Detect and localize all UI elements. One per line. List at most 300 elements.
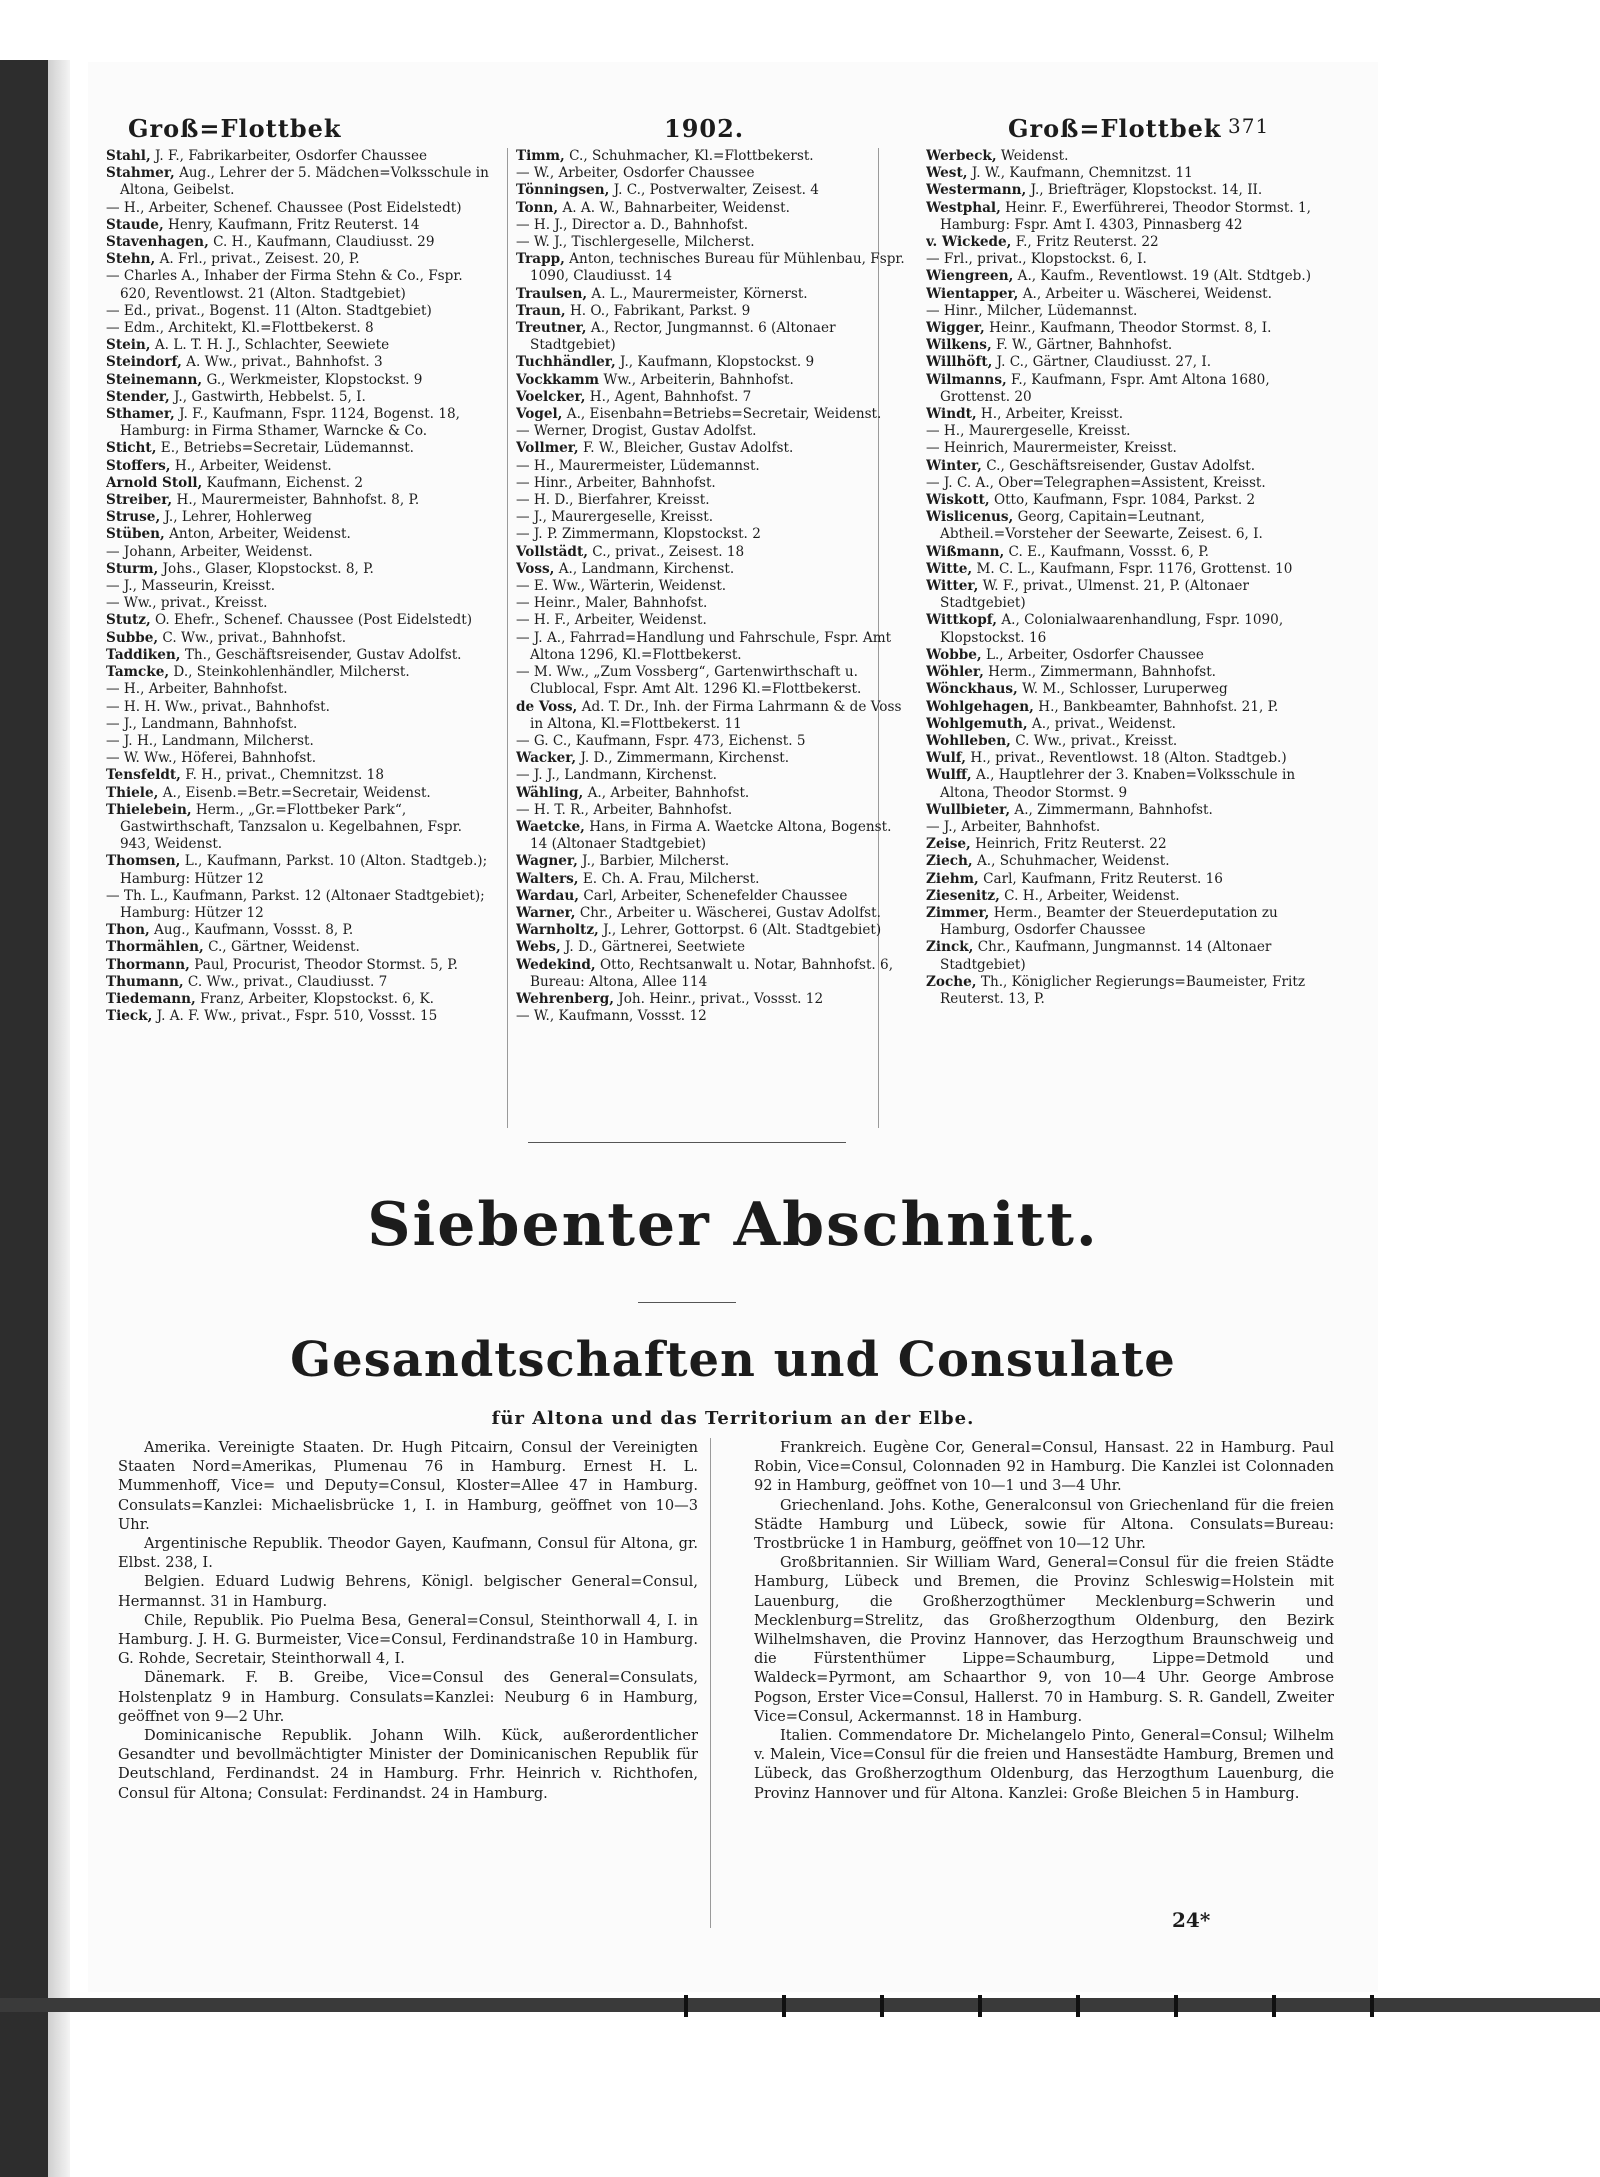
scan-gutter — [48, 0, 70, 2177]
entry-name: Waetcke, — [516, 818, 585, 835]
entry-name: Wilkens, — [926, 337, 992, 354]
consulate-paragraph: Argentinische Republik. Theodor Gayen, Kaufmann, Consul für Altona, gr. Elbst. 238, I. — [118, 1535, 698, 1572]
entry-details: Kaufmann, Eichenst. 2 — [206, 474, 363, 491]
directory-entry — [106, 922, 496, 939]
entry-name: Sthamer, — [106, 406, 175, 423]
entry-details: — J., Maurergeselle, Kreisst. — [516, 509, 714, 526]
entry-details: A., Kaufm., Reventlowst. 19 (Alt. Stdtgeb.) — [1017, 268, 1311, 285]
directory-entry — [926, 664, 1316, 681]
entry-details: Franz, Arbeiter, Klopstockst. 6, K. — [200, 990, 434, 1007]
entry-details: Ad. T. Dr., Inh. der Firma Lahrmann & de Voss in Altona, Kl.=Flottbekerst. 11 — [530, 698, 902, 732]
entry-details: J., Barbier, Milcherst. — [582, 853, 730, 870]
entry-name: Winter, — [926, 457, 982, 474]
directory-entry — [926, 372, 1316, 406]
directory-entry — [106, 647, 496, 664]
directory-entry — [106, 165, 496, 199]
entry-details: — H., Arbeiter, Bahnhofst. — [106, 681, 288, 698]
directory-entry — [926, 888, 1316, 905]
entry-name: Thormann, — [106, 956, 190, 973]
entry-name: Wulf, — [926, 750, 967, 767]
directory-entry — [516, 458, 906, 475]
entry-name: Stutz, — [106, 612, 151, 629]
entry-details: C., Schuhmacher, Kl.=Flottbekerst. — [569, 148, 814, 164]
document-page — [88, 62, 1378, 1992]
entry-details: — W. Ww., Höferei, Bahnhofst. — [106, 750, 317, 767]
directory-entry — [106, 200, 496, 217]
entry-name: Thormählen, — [106, 939, 204, 956]
entry-details: Chr., Arbeiter u. Wäscherei, Gustav Adolfst. — [579, 904, 881, 921]
entry-name: Ziehm, — [926, 870, 979, 887]
entry-name: Wehrenberg, — [516, 990, 614, 1007]
entry-details: Otto, Rechtsanwalt u. Notar, Bahnhofst. 6, Bureau: Altona, Allee 114 — [530, 956, 894, 990]
directory-entry — [516, 509, 906, 526]
entry-name: Ziesenitz, — [926, 887, 1000, 904]
entry-details: J., Lehrer, Hohlerweg — [164, 509, 312, 526]
entry-details: Chr., Kaufmann, Jungmannst. 14 (Altonaer Stadtgebiet) — [940, 939, 1272, 973]
entry-details: A. Frl., privat., Zeisest. 20, P. — [159, 251, 360, 268]
entry-details: C. H., Arbeiter, Weidenst. — [1004, 887, 1180, 904]
entry-details: A., Eisenbahn=Betriebs=Secretair, Weidenst. — [566, 406, 882, 423]
directory-entry — [926, 716, 1316, 733]
directory-entry — [926, 681, 1316, 698]
entry-name: Tönningsen, — [516, 182, 610, 199]
directory-entry — [516, 888, 906, 905]
entry-details: C., Gärtner, Weidenst. — [208, 939, 360, 956]
directory-entry — [516, 406, 906, 423]
entry-details: H., Agent, Bahnhofst. 7 — [589, 388, 752, 405]
entry-name: Warnholtz, — [516, 922, 599, 939]
consulate-paragraph: Amerika. Vereinigte Staaten. Dr. Hugh Pitcairn, Consul der Vereinigten Staaten Nord=Amerikas, Plumenau 76 in Hamburg. Ernest H. L. Mummenhoff, Vice= und Deputy=Consul, Kloster=Allee 47 in Hamburg. Consulats=Kanzlei: Michaelisbrücke 1, I. in Hamburg, geöffnet von 10—3 Uhr. — [118, 1439, 698, 1533]
directory-entry — [106, 699, 496, 716]
directory-entry — [106, 354, 496, 371]
entry-name: Stahl, — [106, 148, 151, 164]
entry-name: Steindorf, — [106, 354, 182, 371]
entry-details: Ww., Arbeiterin, Bahnhofst. — [603, 371, 794, 388]
entry-details: C. Ww., privat., Kreisst. — [1015, 732, 1178, 749]
directory-entry — [106, 991, 496, 1008]
directory-entry — [106, 733, 496, 750]
entry-details: Paul, Procurist, Theodor Stormst. 5, P. — [194, 956, 458, 973]
entry-name: Werbeck, — [926, 148, 997, 164]
directory-entry — [516, 217, 906, 234]
directory-entry — [926, 767, 1316, 801]
entry-details: J. F., Kaufmann, Fspr. 1124, Bogenst. 18, Hamburg: in Firma Sthamer, Warncke & Co. — [120, 406, 460, 440]
directory-entry — [516, 991, 906, 1008]
entry-name: Wiskott, — [926, 492, 990, 509]
directory-entry — [926, 458, 1316, 475]
entry-name: Tonn, — [516, 199, 559, 216]
directory-entry — [516, 182, 906, 199]
directory-entry — [516, 664, 906, 698]
entry-details: Th., Geschäftsreisender, Gustav Adolfst. — [184, 646, 462, 663]
entry-details: F. W., Gärtner, Bahnhofst. — [996, 337, 1173, 354]
directory-entry — [926, 974, 1316, 1008]
running-header — [108, 114, 1338, 148]
entry-name: Wobbe, — [926, 646, 982, 663]
entry-details: Otto, Kaufmann, Fspr. 1084, Parkst. 2 — [993, 492, 1256, 509]
directory-entry — [926, 939, 1316, 973]
entry-details: A., Colonialwaarenhandlung, Fspr. 1090, Klopstockst. 16 — [940, 612, 1284, 646]
entry-details: J., Kaufmann, Klopstockst. 9 — [620, 354, 815, 371]
entry-details: J. C., Postverwalter, Zeisest. 4 — [613, 182, 819, 199]
entry-name: Thomsen, — [106, 853, 181, 870]
entry-details: — J. J., Landmann, Kirchenst. — [516, 767, 717, 784]
entry-details: E., Betriebs=Secretair, Lüdemannst. — [160, 440, 414, 457]
directory-entry — [926, 337, 1316, 354]
sub-title: für Altona und das Territorium an der Elbe. — [491, 1408, 975, 1429]
entry-name: Tamcke, — [106, 664, 170, 681]
directory-entry — [926, 251, 1316, 268]
directory-entry — [516, 475, 906, 492]
directory-entry — [516, 750, 906, 767]
entry-name: Wulff, — [926, 767, 972, 784]
directory-entry — [516, 1008, 906, 1025]
entry-details: — W. J., Tischlergeselle, Milcherst. — [516, 234, 755, 251]
entry-details: E. Ch. A. Frau, Milcherst. — [582, 870, 760, 887]
directory-entry — [516, 578, 906, 595]
entry-details: Herm., Beamter der Steuerdeputation zu Hamburg, Osdorfer Chaussee — [940, 904, 1278, 939]
entry-details: — M. Ww., „Zum Vossberg“, Gartenwirthschaft u. Clublocal, Fspr. Amt Alt. 1296 Kl.=Flottbekerst. — [516, 664, 862, 698]
entry-name: Webs, — [516, 939, 561, 956]
directory-entry — [516, 200, 906, 217]
directory-entry — [926, 440, 1316, 457]
entry-name: Wohlgemuth, — [926, 715, 1028, 732]
directory-entry — [926, 836, 1316, 853]
directory-entry — [516, 561, 906, 578]
entry-details: J., Briefträger, Klopstockst. 14, II. — [1030, 182, 1263, 199]
scan-top-margin — [0, 0, 1600, 60]
entry-name: Zeise, — [926, 836, 971, 853]
consulates-left-column — [118, 1438, 698, 1803]
entry-name: Subbe, — [106, 629, 159, 646]
directory-entry — [106, 234, 496, 251]
directory-entry — [926, 286, 1316, 303]
entry-name: Wöhler, — [926, 664, 984, 681]
entry-details: — J. A., Fahrrad=Handlung und Fahrschule, Fspr. Amt Altona 1296, Kl.=Flottbekerst. — [516, 629, 892, 663]
entry-name: Struse, — [106, 509, 161, 526]
directory-entry — [516, 853, 906, 870]
consulate-paragraph: Dänemark. F. B. Greibe, Vice=Consul des General=Consulats, Holstenplatz 9 in Hamburg. Consulats=Kanzlei: Neuburg 6 in Hamburg, geöffnet von 9—2 Uhr. — [118, 1669, 698, 1725]
entry-name: Wientapper, — [926, 285, 1019, 302]
entry-details: — H. F., Arbeiter, Weidenst. — [516, 612, 707, 629]
entry-details: — Heinrich, Maurermeister, Kreisst. — [926, 440, 1177, 457]
directory-entry — [516, 389, 906, 406]
consulate-paragraph: Großbritannien. Sir William Ward, General=Consul für die freien Städte Hamburg, Lübeck und Bremen, die Provinz Schleswig=Holstein mit Lauenburg, die Großherzogthümer Mecklenburg=Schwerin und Mecklenburg=Strelitz, das Großherzogthum Oldenburg, den Bezirk Wilhelmshaven, die Provinz Hannover, das Herzogthum Braunschweig und die Fürstenthümer Lippe=Schaumburg, Lippe=Detmold und Waldeck=Pyrmont, am Schaarthor 9, von 10—4 Uhr. George Ambrose Pogson, Erster Vice=Consul, Hallerst. 70 in Hamburg. S. R. Gandell, Zweiter Vice=Consul, Ackermannst. 18 in Hamburg. — [754, 1554, 1334, 1725]
entry-details: Heinr., Kaufmann, Theodor Stormst. 8, I. — [989, 320, 1272, 337]
directory-entry — [516, 440, 906, 457]
page-number: 371 — [1228, 114, 1270, 138]
entry-details: Herm., Zimmermann, Bahnhofst. — [988, 664, 1217, 681]
directory-entry — [106, 853, 496, 887]
entry-name: Warner, — [516, 904, 576, 921]
entry-details: — Ww., privat., Kreisst. — [106, 595, 268, 612]
entry-details: C., privat., Zeisest. 18 — [592, 543, 745, 560]
directory-columns — [106, 148, 1346, 1158]
directory-entry — [516, 785, 906, 802]
directory-entry — [106, 509, 496, 526]
entry-details: F. W., Bleicher, Gustav Adolfst. — [582, 440, 794, 457]
entry-details: Heinrich, Fritz Reuterst. 22 — [975, 836, 1167, 853]
entry-details: J. A. F. Ww., privat., Fspr. 510, Vossst. 15 — [156, 1008, 438, 1025]
header-left: Groß=Flottbek — [128, 114, 342, 143]
entry-details: — J. C. A., Ober=Telegraphen=Assistent, Kreisst. — [926, 474, 1266, 491]
entry-details: J., Gastwirth, Hebbelst. 5, I. — [174, 388, 366, 405]
entry-name: Ziech, — [926, 853, 973, 870]
directory-entry — [516, 819, 906, 853]
entry-details: — Frl., privat., Klopstockst. 6, I. — [926, 251, 1147, 268]
directory-entry — [516, 286, 906, 303]
directory-entry — [516, 905, 906, 922]
entry-details: Anton, technisches Bureau für Mühlenbau, Fspr. 1090, Claudiusst. 14 — [530, 251, 905, 285]
directory-entry — [926, 182, 1316, 199]
entry-details: C. H., Kaufmann, Claudiusst. 29 — [213, 234, 435, 251]
section-divider — [528, 1142, 846, 1143]
directory-entry — [926, 509, 1316, 543]
entry-details: A., Hauptlehrer der 3. Knaben=Volksschule in Altona, Theodor Stormst. 9 — [940, 767, 1296, 801]
entry-details: W. F., privat., Ulmenst. 21, P. (Altonaer Stadtgebiet) — [940, 578, 1249, 612]
directory-entry — [926, 354, 1316, 371]
entry-details: Johs., Glaser, Klopstockst. 8, P. — [162, 560, 374, 577]
entry-details: — J., Arbeiter, Bahnhofst. — [926, 818, 1101, 835]
directory-entry — [926, 423, 1316, 440]
consulate-paragraph: Frankreich. Eugène Cor, General=Consul, Hansast. 22 in Hamburg. Paul Robin, Vice=Consul, Colonnaden 92 in Hamburg. Die Kanzlei ist Colonnaden 92 in Hamburg, geöffnet von 10—1 und 3—4 Uhr. — [754, 1439, 1334, 1495]
entry-name: de Voss, — [516, 698, 578, 715]
directory-entry — [516, 303, 906, 320]
directory-entry — [106, 526, 496, 543]
entry-details: — W., Kaufmann, Vossst. 12 — [516, 1008, 707, 1025]
entry-details: J., Lehrer, Gottorpst. 6 (Alt. Stadtgebiet) — [603, 922, 882, 939]
consulate-paragraph: Griechenland. Johs. Kothe, Generalconsul von Griechenland für die freien Städte Hamburg und Lübeck, sowie für Altona. Consulats=Bureau: Trostbrücke 1 in Hamburg, geöffnet von 10—12 Uhr. — [754, 1496, 1334, 1553]
directory-entry — [516, 802, 906, 819]
directory-entry — [926, 819, 1316, 836]
entry-details: Henry, Kaufmann, Fritz Reuterst. 14 — [168, 216, 420, 233]
entry-details: F., Fritz Reuterst. 22 — [1015, 234, 1159, 251]
directory-entry — [516, 251, 906, 285]
directory-entry — [106, 561, 496, 578]
entry-details: A., Landmann, Kirchenst. — [558, 560, 735, 577]
entry-details: — Johann, Arbeiter, Weidenst. — [106, 543, 313, 560]
directory-entry — [516, 699, 906, 733]
entry-name: Willhöft, — [926, 354, 993, 371]
directory-entry — [106, 939, 496, 956]
directory-entry — [926, 320, 1316, 337]
entry-name: Staude, — [106, 216, 164, 233]
entry-name: Stüben, — [106, 526, 165, 543]
entry-name: Wacker, — [516, 750, 577, 767]
entry-details: Herm., „Gr.=Flottbeker Park“, Gastwirthschaft, Tanzsalon u. Kegelbahnen, Fspr. 943, Weidenst. — [120, 801, 462, 853]
entry-details: Carl, Arbeiter, Schenefelder Chaussee — [583, 887, 848, 904]
entry-name: Vollstädt, — [516, 543, 588, 560]
directory-entry — [106, 320, 496, 337]
directory-entry — [106, 595, 496, 612]
entry-name: Zimmer, — [926, 904, 990, 921]
entry-name: Thielebein, — [106, 801, 192, 818]
consulate-paragraph: Dominicanische Republik. Johann Wilh. Kück, außerordentlicher Gesandter und bevollmächtigter Minister der Dominicanischen Republik für Deutschland, Ferdinandst. 24 in Hamburg. Frhr. Heinrich v. Richthofen, Consul für Altona; Consulat: Ferdinandst. 24 in Hamburg. — [118, 1727, 698, 1802]
entry-name: Wardau, — [516, 887, 579, 904]
entry-name: Voss, — [516, 560, 555, 577]
entry-name: Walters, — [516, 870, 579, 887]
entry-details: — Werner, Drogist, Gustav Adolfst. — [516, 423, 757, 440]
directory-entry — [106, 544, 496, 561]
directory-entry — [516, 526, 906, 543]
directory-entry — [106, 389, 496, 406]
entry-name: Stavenhagen, — [106, 234, 209, 251]
entry-name: Tuchhändler, — [516, 354, 616, 371]
entry-name: Thon, — [106, 922, 150, 939]
entry-details: — E. Ww., Wärterin, Weidenst. — [516, 578, 727, 595]
directory-entry — [516, 612, 906, 629]
directory-entry — [926, 165, 1316, 182]
directory-entry — [106, 578, 496, 595]
directory-entry — [106, 492, 496, 509]
entry-details: — Edm., Architekt, Kl.=Flottbekerst. 8 — [106, 320, 374, 337]
directory-entry — [516, 492, 906, 509]
entry-details: F. H., privat., Chemnitzst. 18 — [185, 767, 384, 784]
entry-name: Voelcker, — [516, 388, 586, 405]
entry-name: Stein, — [106, 337, 151, 354]
entry-name: Treutner, — [516, 320, 587, 337]
entry-name: Westermann, — [926, 182, 1027, 199]
entry-name: Arnold Stoll, — [106, 474, 203, 491]
entry-details: A., privat., Weidenst. — [1031, 715, 1176, 732]
directory-column-1 — [106, 148, 496, 1025]
entry-details: A., Rector, Jungmannst. 6 (Altonaer Stadtgebiet) — [530, 320, 836, 354]
entry-details: J. D., Gärtnerei, Seetwiete — [565, 939, 746, 956]
entry-name: Wähling, — [516, 784, 584, 801]
directory-entry — [926, 561, 1316, 578]
entry-details: H., privat., Reventlowst. 18 (Alton. Stadtgeb.) — [970, 750, 1287, 767]
consulates-right-column — [754, 1438, 1334, 1803]
entry-details: Hans, in Firma A. Waetcke Altona, Bogenst. 14 (Altonaer Stadtgebiet) — [530, 818, 892, 853]
directory-entry — [106, 475, 496, 492]
entry-name: Wullbieter, — [926, 801, 1011, 818]
consulate-paragraph: Chile, Republik. Pio Puelma Besa, General=Consul, Steinthorwall 4, I. in Hamburg. J. H. G. Burmeister, Vice=Consul, Ferdinandstraße 10 in Hamburg. G. Rohde, Secretair, Steinthorwall 4, I. — [118, 1611, 698, 1668]
consulates-columns — [118, 1438, 1348, 1938]
entry-name: Sturm, — [106, 560, 159, 577]
entry-details: — Hinr., Arbeiter, Bahnhofst. — [516, 474, 716, 491]
entry-details: Joh. Heinr., privat., Vossst. 12 — [618, 990, 824, 1007]
entry-name: Witter, — [926, 578, 979, 595]
directory-entry — [106, 802, 496, 854]
entry-name: Windt, — [926, 406, 977, 423]
entry-name: Taddiken, — [106, 646, 181, 663]
directory-entry — [926, 802, 1316, 819]
entry-name: Thumann, — [106, 973, 184, 990]
entry-details: — H., Maurergeselle, Kreisst. — [926, 423, 1131, 440]
directory-entry — [926, 544, 1316, 561]
entry-details: Weidenst. — [1000, 148, 1069, 164]
entry-details: A., Schuhmacher, Weidenst. — [976, 853, 1170, 870]
consulate-paragraph: Italien. Commendatore Dr. Michelangelo Pinto, General=Consul; Wilhelm v. Malein, Vice=Consul für die freien und Hansestädte Hamburg, Bremen und Lübeck, das Großherzogthum Oldenburg, das Herzogthum Lauenburg, die Provinz Hannover und für Altona. Kanzlei: Große Bleichen 5 in Hamburg. — [754, 1727, 1334, 1802]
entry-details: — H. H. Ww., privat., Bahnhofst. — [106, 698, 330, 715]
directory-entry — [926, 647, 1316, 664]
entry-details: M. C. L., Kaufmann, Fspr. 1176, Grottenst. 10 — [976, 560, 1293, 577]
entry-details: — Th. L., Kaufmann, Parkst. 12 (Altonaer Stadtgebiet); Hamburg: Hützer 12 — [106, 887, 485, 921]
entry-details: H. O., Fabrikant, Parkst. 9 — [569, 302, 751, 319]
entry-details: — H., Maurermeister, Lüdemannst. — [516, 457, 760, 474]
entry-details: — H. D., Bierfahrer, Kreisst. — [516, 492, 710, 509]
directory-entry — [516, 939, 906, 956]
entry-name: Wigger, — [926, 320, 985, 337]
directory-entry — [926, 268, 1316, 285]
entry-name: Vockkamm — [516, 371, 600, 388]
directory-entry — [516, 733, 906, 750]
directory-entry — [516, 234, 906, 251]
entry-name: Wißmann, — [926, 543, 1005, 560]
entry-name: Wönckhaus, — [926, 681, 1018, 698]
entry-details: — G. C., Kaufmann, Fspr. 473, Eichenst. 5 — [516, 732, 806, 749]
entry-details: D., Steinkohlenhändler, Milcherst. — [173, 664, 410, 681]
entry-details: H., Bankbeamter, Bahnhofst. 21, P. — [1038, 698, 1279, 715]
directory-entry — [926, 612, 1316, 646]
entry-details: — J., Landmann, Bahnhofst. — [106, 715, 298, 732]
directory-entry — [106, 888, 496, 922]
directory-entry — [106, 716, 496, 733]
entry-details: O. Ehefr., Schenef. Chaussee (Post Eidelstedt) — [155, 612, 473, 629]
entry-name: Wagner, — [516, 853, 578, 870]
entry-details: A., Arbeiter u. Wäscherei, Weidenst. — [1022, 285, 1272, 302]
directory-entry — [516, 423, 906, 440]
entry-details: J. W., Kaufmann, Chemnitzst. 11 — [971, 165, 1193, 182]
entry-name: Stahmer, — [106, 165, 175, 182]
entry-details: Carl, Kaufmann, Fritz Reuterst. 16 — [983, 870, 1223, 887]
entry-details: — Charles A., Inhaber der Firma Stehn & Co., Fspr. 620, Reventlowst. 21 (Alton. Stadtgebiet) — [106, 268, 463, 302]
entry-details: Aug., Lehrer der 5. Mädchen=Volksschule in Altona, Geibelst. — [120, 165, 489, 199]
entry-details: — J. P. Zimmermann, Klopstockst. 2 — [516, 526, 761, 543]
entry-name: Tiedemann, — [106, 990, 196, 1007]
directory-entry — [106, 1008, 496, 1025]
entry-details: J. F., Fabrikarbeiter, Osdorfer Chaussee — [155, 148, 428, 164]
directory-entry — [106, 612, 496, 629]
entry-details: J. D., Zimmermann, Kirchenst. — [580, 750, 790, 767]
entry-details: H., Maurermeister, Bahnhofst. 8, P. — [176, 492, 420, 509]
directory-column-3 — [926, 148, 1316, 1008]
directory-entry — [106, 148, 496, 165]
directory-entry — [106, 767, 496, 784]
directory-entry — [106, 303, 496, 320]
directory-entry — [106, 337, 496, 354]
header-year: 1902. — [664, 114, 745, 143]
signature-mark: 24* — [1172, 1908, 1211, 1932]
directory-entry — [926, 905, 1316, 939]
entry-details: A. A. W., Bahnarbeiter, Weidenst. — [562, 199, 790, 216]
entry-name: Wiengreen, — [926, 268, 1014, 285]
entry-details: F., Kaufmann, Fspr. Amt Altona 1680, Grottenst. 20 — [940, 371, 1270, 405]
entry-name: Thiele, — [106, 784, 159, 801]
directory-entry — [516, 871, 906, 888]
entry-name: Steinemann, — [106, 371, 203, 388]
directory-entry — [516, 544, 906, 561]
entry-details: C. E., Kaufmann, Vossst. 6, P. — [1008, 543, 1209, 560]
entry-details: G., Werkmeister, Klopstockst. 9 — [206, 371, 423, 388]
directory-entry — [516, 957, 906, 991]
entry-name: Wittkopf, — [926, 612, 998, 629]
entry-details: A., Eisenb.=Betr.=Secretair, Weidenst. — [162, 784, 431, 801]
directory-entry — [926, 853, 1316, 870]
entry-name: Stender, — [106, 388, 170, 405]
directory-entry — [926, 699, 1316, 716]
entry-name: Wedekind, — [516, 956, 596, 973]
entry-details: Georg, Capitain=Leutnant, Abtheil.=Vorsteher der Seewarte, Zeisest. 6, I. — [940, 509, 1263, 543]
scan-left-shadow — [0, 0, 48, 2177]
entry-details: C., Geschäftsreisender, Gustav Adolfst. — [986, 457, 1256, 474]
section-title: Siebenter Abschnitt. — [367, 1190, 1099, 1260]
entry-details: W. M., Schlosser, Luruperweg — [1022, 681, 1228, 698]
directory-entry — [926, 475, 1316, 492]
entry-details: — W., Arbeiter, Osdorfer Chaussee — [516, 165, 755, 182]
entry-details: Heinr. F., Ewerführerei, Theodor Stormst. 1, Hamburg: Fspr. Amt I. 4303, Pinnasberg 42 — [940, 199, 1311, 233]
entry-details: — Ed., privat., Bogenst. 11 (Alton. Stadtgebiet) — [106, 302, 432, 319]
